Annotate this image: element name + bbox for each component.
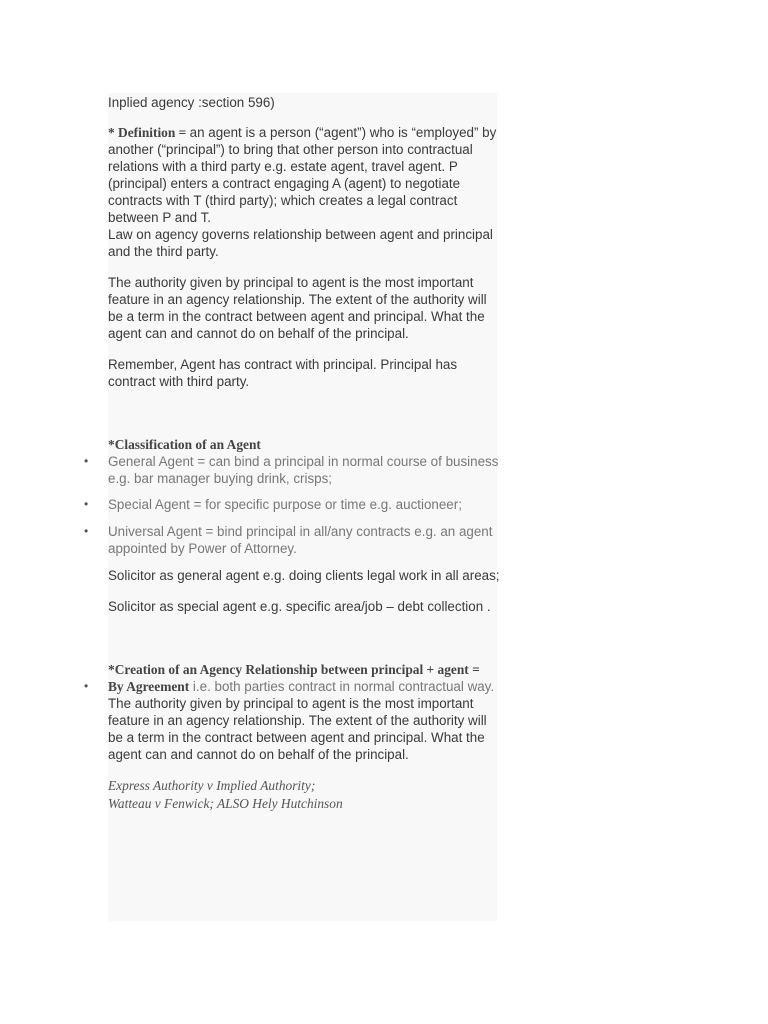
by-agreement-text: i.e. both parties contract in normal contractual way. xyxy=(189,679,495,694)
solicitor-special-paragraph: Solicitor as special agent e.g. specific area/job – debt collection . xyxy=(108,599,491,614)
definition-text: an agent is a person (“agent”) who is “employed” by another (“principal”) to bring that other person into contractual relations with a third party e.g. estate agent, travel agent. P (principal) enters a contract engaging A (agent) to negotiate contracts with T (third party); which creates a legal contract between P and T. xyxy=(108,125,497,225)
list-item xyxy=(84,678,500,695)
remember-paragraph: Remember, Agent has contract with principal. Principal has contract with third party. xyxy=(108,357,458,389)
list-item xyxy=(84,496,500,513)
law-line: Law on agency governs relationship between agent and principal and the third party. xyxy=(108,227,493,259)
bullet-icon: • xyxy=(84,524,89,538)
classification-heading: *Classification of an Agent xyxy=(108,437,261,452)
case-line-1: Express Authority v Implied Authority; xyxy=(108,778,316,793)
bullet-icon: • xyxy=(84,454,89,468)
creation-list xyxy=(84,678,500,695)
definition-eq: = xyxy=(175,125,190,140)
list-item xyxy=(84,523,500,557)
definition-label: * Definition xyxy=(108,125,176,140)
classification-list xyxy=(84,453,500,557)
creation-authority-paragraph: The authority given by principal to agent is the most important feature in an agency relationship. The extent of the authority will be a term in the contract between agent and principal. What the agent can and cannot do on behalf of the principal. xyxy=(108,696,487,762)
by-agreement-label: By Agreement xyxy=(108,679,190,694)
authority-paragraph: The authority given by principal to agent is the most important feature in an agency relationship. The extent of the authority will be a term in the contract between agent and principal. What the agent can and cannot do on behalf of the principal. xyxy=(108,275,487,341)
document-content xyxy=(84,93,500,813)
bullet-icon: • xyxy=(84,497,89,511)
list-item-text: Universal Agent = bind principal in all/any contracts e.g. an agent appointed by Power of Attorney. xyxy=(108,524,493,556)
solicitor-general-paragraph: Solicitor as general agent e.g. doing clients legal work in all areas; xyxy=(108,568,500,583)
list-item-text: General Agent = can bind a principal in normal course of business e.g. bar manager buying drink, crisps; xyxy=(108,454,499,486)
case-line-2: Watteau v Fenwick; ALSO Hely Hutchinson xyxy=(108,796,343,811)
creation-heading: *Creation of an Agency Relationship between principal + agent = xyxy=(108,662,480,677)
list-item-text: Special Agent = for specific purpose or time e.g. auctioneer; xyxy=(108,497,462,512)
intro-line: Inplied agency :section 596) xyxy=(108,95,275,110)
bullet-icon: • xyxy=(84,679,89,693)
definition-paragraph xyxy=(108,124,500,226)
list-item xyxy=(84,453,500,487)
